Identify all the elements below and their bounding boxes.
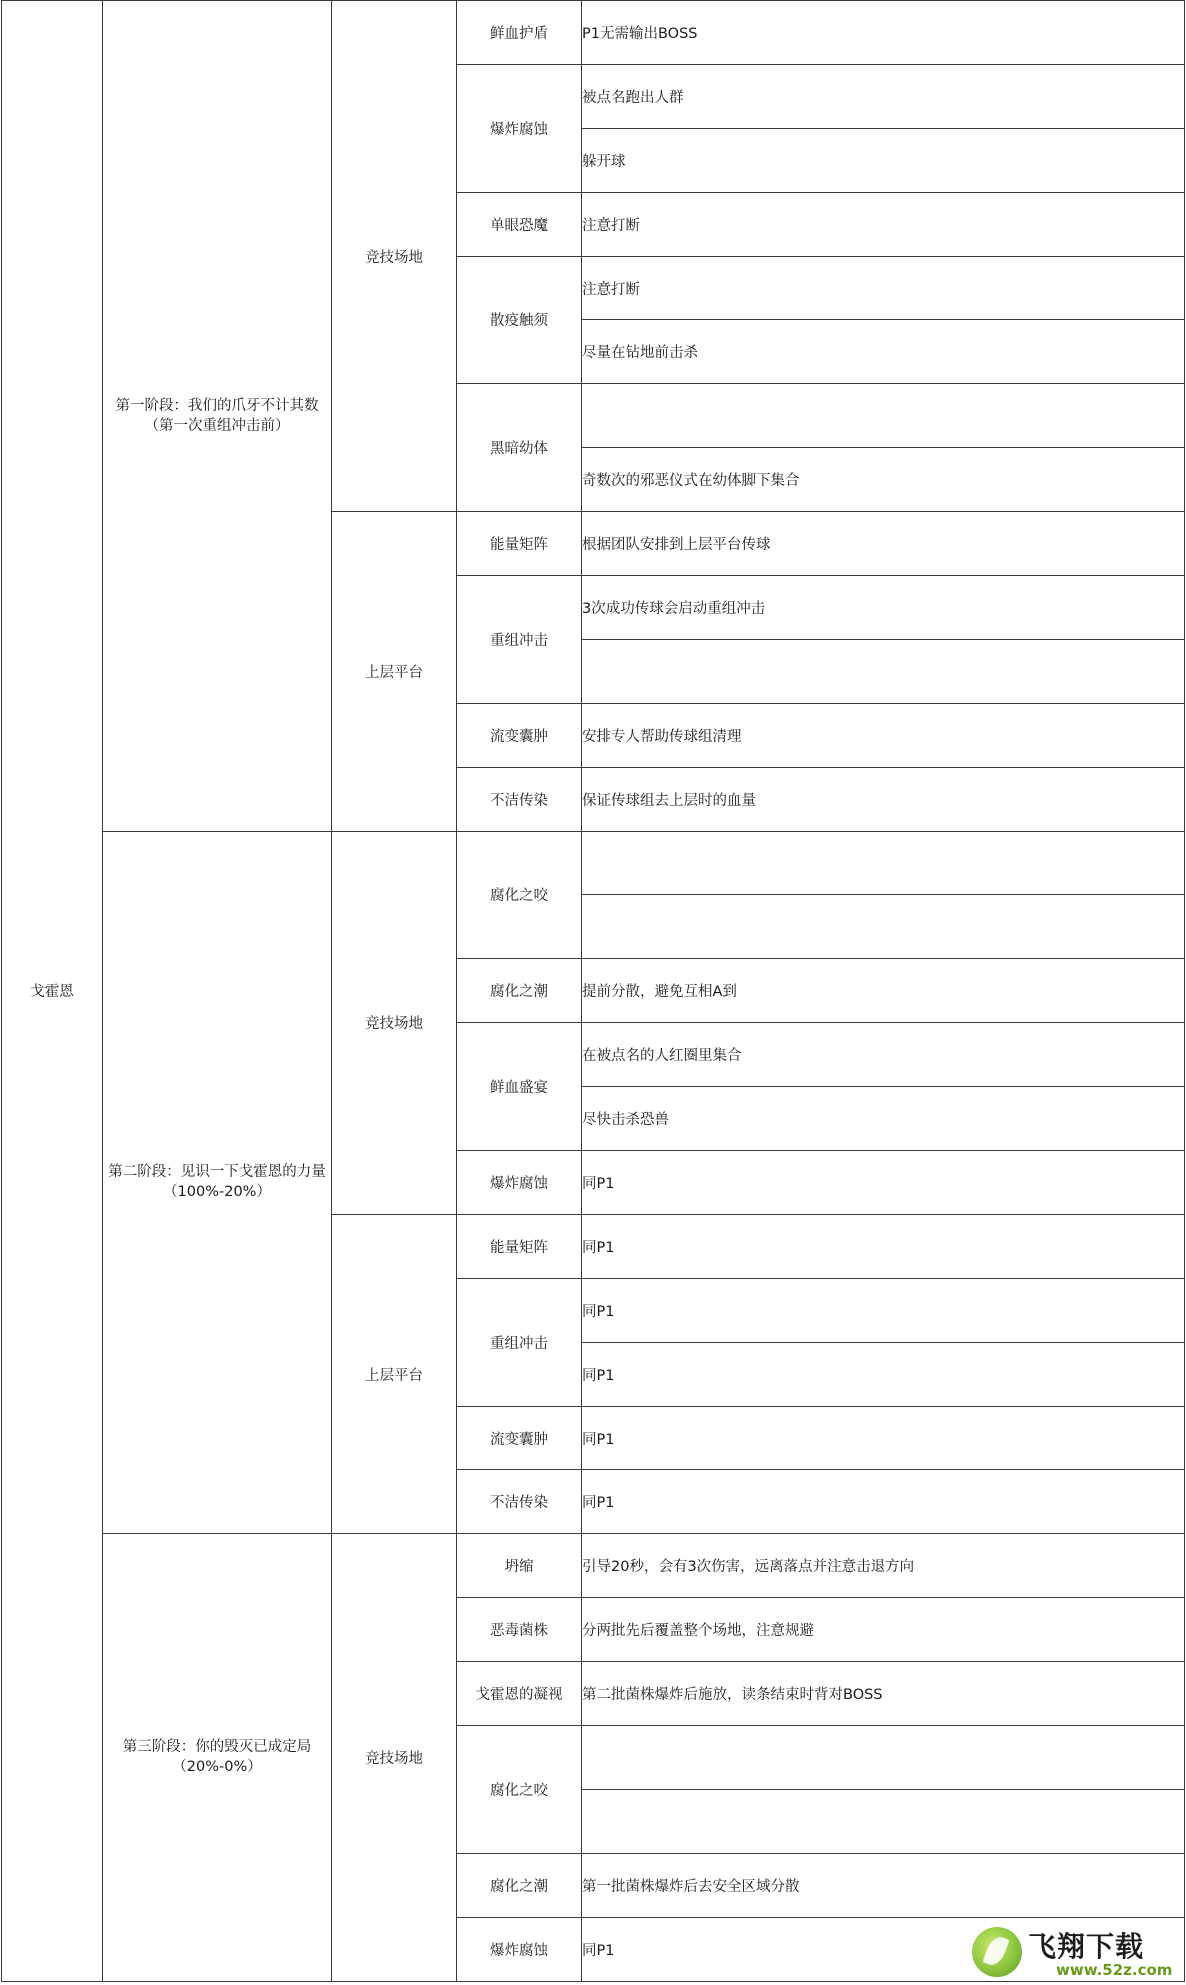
strategy-note: 同P1 [582, 1278, 1185, 1342]
boss-name: 戈霍恩 [2, 1, 103, 1982]
ability-name: 流变囊肿 [457, 1406, 582, 1470]
ability-name: 不洁传染 [457, 767, 582, 831]
ability-name: 戈霍恩的凝视 [457, 1662, 582, 1726]
strategy-note: 尽快击杀恐兽 [582, 1087, 1185, 1151]
strategy-table [1, 0, 1185, 1982]
ability-name: 鲜血盛宴 [457, 1023, 582, 1151]
strategy-note: 根据团队安排到上层平台传球 [582, 512, 1185, 576]
strategy-note-empty [582, 1789, 1185, 1853]
table-row [2, 1534, 1185, 1598]
strategy-note-empty [582, 639, 1185, 703]
strategy-note: 第二批菌株爆炸后施放，读条结束时背对BOSS [582, 1662, 1185, 1726]
strategy-note: 同P1 [582, 1214, 1185, 1278]
area-name: 竞技场地 [332, 831, 457, 1214]
strategy-note: 同P1 [582, 1406, 1185, 1470]
strategy-note-empty [582, 1726, 1185, 1790]
ability-name: 能量矩阵 [457, 1214, 582, 1278]
ability-name: 黑暗幼体 [457, 384, 582, 512]
strategy-note: 躲开球 [582, 128, 1185, 192]
strategy-note: 注意打断 [582, 256, 1185, 320]
ability-name: 重组冲击 [457, 576, 582, 704]
area-name: 上层平台 [332, 512, 457, 831]
strategy-note-empty [582, 831, 1185, 895]
phase-title: 第二阶段：见识一下戈霍恩的力量 [108, 1164, 326, 1181]
ability-name: 腐化之咬 [457, 831, 582, 959]
ability-name: 不洁传染 [457, 1470, 582, 1534]
strategy-note: 同P1 [582, 1342, 1185, 1406]
leaf-logo-icon [972, 1927, 1022, 1977]
ability-name: 坍缩 [457, 1534, 582, 1598]
ability-name: 散疫触须 [457, 256, 582, 384]
strategy-note: 注意打断 [582, 192, 1185, 256]
phase-subtitle: （20%-0%） [172, 1759, 262, 1776]
phase-3-cell [103, 1534, 332, 1981]
watermark-title: 飞翔下载 [1028, 1930, 1145, 1963]
strategy-note: 引导20秒，会有3次伤害，远离落点并注意击退方向 [582, 1534, 1185, 1598]
table-row [2, 1, 1185, 65]
area-name: 上层平台 [332, 1214, 457, 1533]
table-row [2, 831, 1185, 895]
phase-title: 第三阶段：你的毁灭已成定局 [122, 1739, 312, 1756]
watermark-url: www.52z.com [1056, 1961, 1173, 1979]
strategy-note: 3次成功传球会启动重组冲击 [582, 576, 1185, 640]
ability-name: 恶毒菌株 [457, 1598, 582, 1662]
strategy-note: 同P1 [582, 1917, 1185, 1981]
strategy-note-empty [582, 384, 1185, 448]
strategy-note: 同P1 [582, 1470, 1185, 1534]
strategy-note: 保证传球组去上层时的血量 [582, 767, 1185, 831]
strategy-note: 被点名跑出人群 [582, 64, 1185, 128]
ability-name: 腐化之潮 [457, 1853, 582, 1917]
ability-name: 爆炸腐蚀 [457, 1917, 582, 1981]
phase-subtitle: （100%-20%） [163, 1184, 271, 1201]
strategy-note: 尽量在钻地前击杀 [582, 320, 1185, 384]
watermark-logo [970, 1923, 1178, 1979]
phase-subtitle: （第一次重组冲击前） [144, 417, 290, 434]
strategy-note: P1无需输出BOSS [582, 1, 1185, 65]
phase-1-cell [103, 1, 332, 832]
strategy-note: 提前分散，避免互相A到 [582, 959, 1185, 1023]
phase-2-cell [103, 831, 332, 1534]
ability-name: 鲜血护盾 [457, 1, 582, 65]
area-name: 竞技场地 [332, 1534, 457, 1981]
ability-name: 能量矩阵 [457, 512, 582, 576]
strategy-note: 同P1 [582, 1151, 1185, 1215]
strategy-note: 分两批先后覆盖整个场地，注意规避 [582, 1598, 1185, 1662]
ability-name: 爆炸腐蚀 [457, 64, 582, 192]
strategy-note: 第一批菌株爆炸后去安全区域分散 [582, 1853, 1185, 1917]
area-name: 竞技场地 [332, 1, 457, 512]
strategy-note: 在被点名的人红圈里集合 [582, 1023, 1185, 1087]
ability-name: 腐化之咬 [457, 1726, 582, 1854]
strategy-note: 安排专人帮助传球组清理 [582, 703, 1185, 767]
ability-name: 腐化之潮 [457, 959, 582, 1023]
ability-name: 爆炸腐蚀 [457, 1151, 582, 1215]
ability-name: 单眼恐魔 [457, 192, 582, 256]
ability-name: 重组冲击 [457, 1278, 582, 1406]
ability-name: 流变囊肿 [457, 703, 582, 767]
phase-title: 第一阶段：我们的爪牙不计其数 [115, 397, 319, 414]
strategy-note: 奇数次的邪恶仪式在幼体脚下集合 [582, 448, 1185, 512]
strategy-note-empty [582, 895, 1185, 959]
